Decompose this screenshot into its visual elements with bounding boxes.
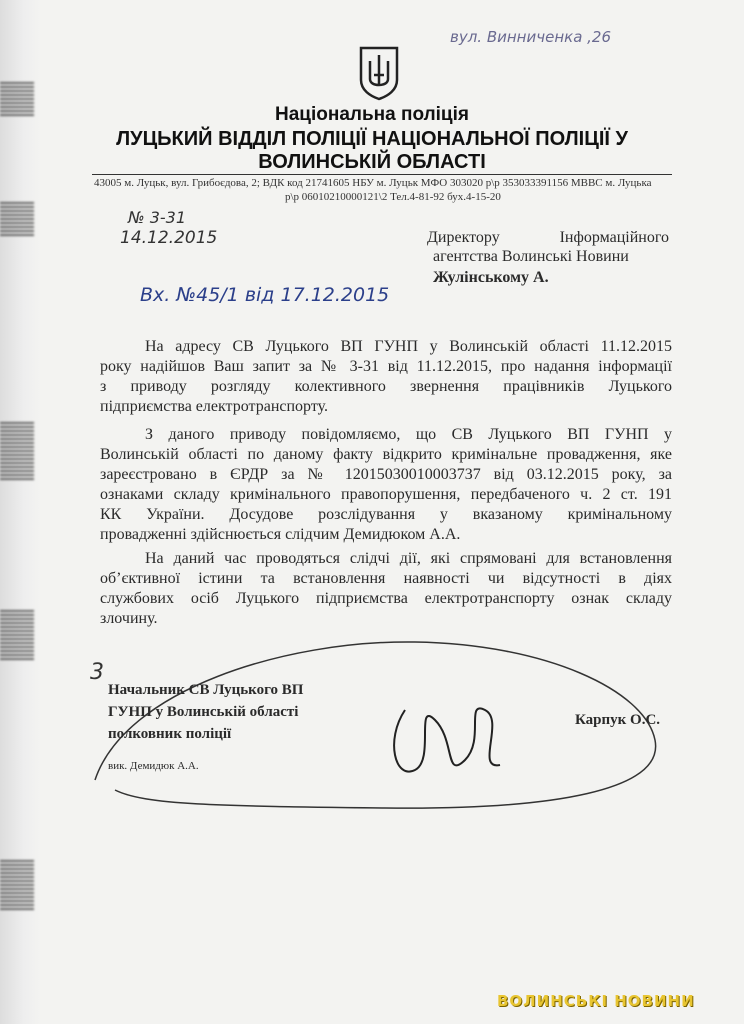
body-line: з приводу розгляду колективного звернення працівників Луцького — [100, 378, 672, 395]
body-line: службових осіб Луцького підприємства електротранспорту ознак складу — [100, 590, 672, 607]
body-line: Волинській області по даному факту відкрито кримінальне провадження, яке — [100, 446, 672, 463]
signatory-title-1: Начальник СВ Луцького ВП — [108, 682, 304, 698]
executor: вик. Демидюк А.А. — [108, 760, 199, 772]
body-line: провадженні здійснюється слідчим Демидюком А.А. — [100, 526, 461, 543]
addressee-line-1 — [427, 229, 669, 247]
watermark-logo: ВОЛИНСЬКІ НОВИНИ — [497, 992, 695, 1010]
body-line: ознаками складу кримінального правопорушення, передбаченого ч. 2 ст. 191 — [100, 486, 672, 503]
body-line: З даного приводу повідомляємо, що СВ Луцького ВП ГУНП у — [145, 426, 672, 443]
body-line: На даний час проводяться слідчі дії, які спрямовані для встановлення — [145, 550, 672, 567]
coat-of-arms-icon — [358, 45, 400, 101]
addressee-name: Жулінському А. — [433, 269, 549, 286]
addressee-position: Директору — [427, 229, 500, 246]
incoming-registration: Вх. №45/1 від 17.12.2015 — [140, 284, 390, 306]
scan-artifact — [0, 610, 34, 660]
signatory-title-2: ГУНП у Волинській області — [108, 704, 299, 720]
signature-mark: 3 — [90, 660, 104, 685]
scan-artifact — [0, 860, 34, 910]
body-line: КК України. Досудове розслідування у вказаному кримінальному — [100, 506, 672, 523]
header-address-2: р\р 06010210000121\2 Тел.4-81-92 бух.4-15-20 — [285, 191, 501, 203]
outgoing-date: 14.12.2015 — [120, 228, 218, 248]
body-line: об’єктивної істини та встановлення наявності чи відсутності в діях — [100, 570, 672, 587]
signatory-name: Карпук О.С. — [575, 712, 661, 728]
outgoing-number: № 3-31 — [128, 208, 187, 227]
header-line-1: Національна поліція — [275, 104, 469, 125]
header-line-3: ВОЛИНСЬКІЙ ОБЛАСТІ — [258, 151, 486, 173]
handwritten-address-note: вул. Винниченка ,26 — [450, 28, 612, 46]
body-line: На адресу СВ Луцького ВП ГУНП у Волинській області 11.12.2015 — [145, 338, 672, 355]
header-divider — [92, 174, 672, 175]
body-line: року надійшов Ваш запит за № 3-31 від 11.12.2015, про надання інформації — [100, 358, 672, 375]
header-address-1: 43005 м. Луцьк, вул. Грибоєдова, 2; ВДК код 21741605 НБУ м. Луцьк МФО 303020 р\р 353033391156 МВВС м. Луцька — [94, 177, 652, 189]
header-line-2: ЛУЦЬКИЙ ВІДДІЛ ПОЛІЦІЇ НАЦІОНАЛЬНОЇ ПОЛІЦІЇ У — [116, 128, 628, 150]
body-line: зареєстровано в ЄРДР за № 12015030010003737 від 03.12.2015 року, за — [100, 466, 672, 483]
body-line: підприємства електротранспорту. — [100, 398, 329, 415]
signatory-title-3: полковник поліції — [108, 726, 232, 742]
scan-artifact — [0, 200, 34, 236]
addressee-line-2: агентства Волинські Новини — [433, 248, 629, 265]
scan-artifact — [0, 420, 34, 480]
body-line: злочину. — [100, 610, 158, 627]
addressee-organization: Інформаційного — [559, 229, 669, 246]
